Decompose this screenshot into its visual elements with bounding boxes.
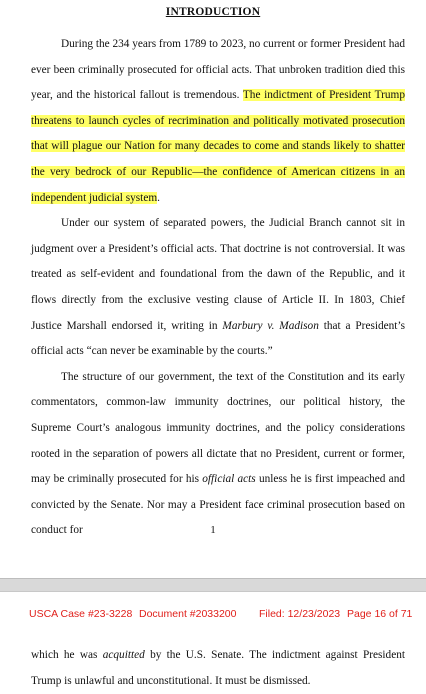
paragraph-continued (31, 643, 405, 694)
paragraph-2 (31, 211, 405, 365)
section-heading: INTRODUCTION (165, 6, 261, 18)
emphasis-official-acts: official acts (202, 473, 256, 486)
paragraph-1-end: . (157, 191, 160, 204)
case-citation: Marbury v. Madison (222, 319, 319, 332)
body-text-continued (31, 643, 405, 694)
filing-stamp-case: USCA Case #23-3228 (29, 608, 133, 620)
filing-stamp-page: Page 16 of 71 (347, 608, 413, 620)
body-text (31, 32, 405, 544)
highlighted-passage[interactable]: The indictment of President Trump threatens to launch cycles of recrimination and politically motivated prosecution that will plague our Nation for many decades to come and stands likely to shatter the very bedrock of our Republic—the confidence of American citizens in an independent judicial system (31, 89, 405, 204)
page-separator (0, 578, 426, 592)
paragraph-1 (31, 32, 405, 211)
paragraph-3-text-b: unless he is first impeached and convicted by the Senate. Nor may a President face criminal prosecution based on conduct for (31, 473, 405, 537)
document-page-next (0, 592, 426, 687)
paragraph-2-text-b: that a President’s official acts “can never be examinable by the courts.” (31, 319, 405, 358)
paragraph-continued-text-b: by the U.S. Senate. The indictment against President Trump is unlawful and unconstitutional. It must be dismissed. (31, 649, 405, 687)
paragraph-1-text: During the 234 years from 1789 to 2023, no current or former President had ever been criminally prosecuted for official acts. That unbroken tradition died this year, and the historical fallout is tremendous. (31, 38, 405, 102)
paragraph-3 (31, 365, 405, 544)
filing-stamp-document: Document #2033200 (139, 608, 237, 620)
emphasis-acquitted: acquitted (102, 649, 145, 661)
page-number: 1 (210, 524, 216, 536)
paragraph-continued-text-a: which he was (31, 649, 103, 661)
filing-stamp-date: Filed: 12/23/2023 (259, 608, 341, 620)
paragraph-3-text-a: The structure of our government, the text of the Constitution and its early commentators, common-law immunity doctrines, our political history, the Supreme Court’s analogous immunity doctrines, and the policy considerations rooted in the separation of powers all dictate that no President, current or former, may be criminally prosecuted for his (31, 370, 405, 486)
paragraph-2-text-a: Under our system of separated powers, the Judicial Branch cannot sit in judgment over a President’s official acts. That doctrine is not controversial. It was treated as self-evident and foundational from the dawn of the Republic, and it flows directly from the exclusive vesting clause of Article II. In 1803, Chief Justice Marshall endorsed it, writing in (31, 217, 405, 332)
